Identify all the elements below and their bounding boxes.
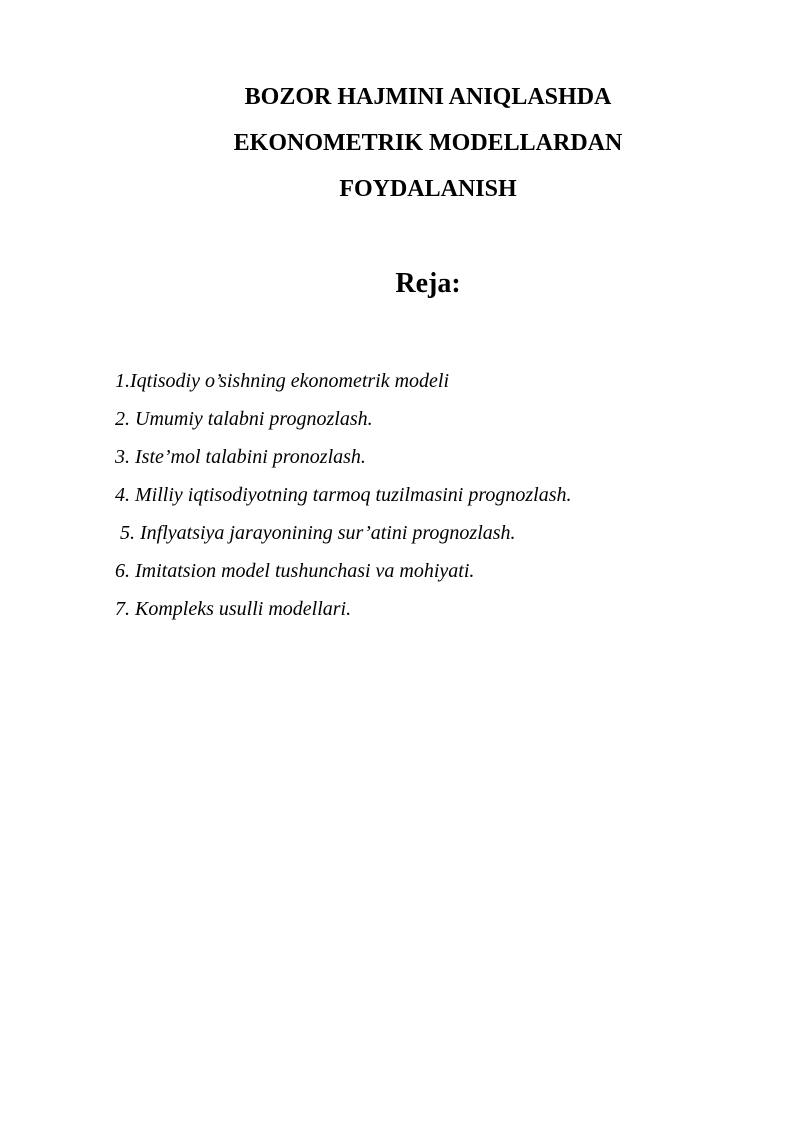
plan-list	[115, 362, 735, 628]
plan-item-4: 4. Milliy iqtisodiyotning tarmoq tuzilmasini prognozlash.	[115, 484, 572, 506]
plan-item-2: 2. Umumiy talabni prognozlash.	[115, 408, 373, 430]
plan-item-3: 3. Iste’mol talabini pronozlash.	[115, 446, 366, 468]
plan-heading: Reja:	[395, 268, 461, 299]
title-line-1: BOZOR HAJMINI ANIQLASHDA	[244, 84, 612, 110]
plan-item-6: 6. Imitatsion model tushunchasi va mohiyati.	[115, 560, 475, 582]
title-line-2: EKONOMETRIK MODELLARDAN	[233, 130, 623, 156]
title-line-3: FOYDALANISH	[339, 176, 517, 202]
document-title	[0, 74, 800, 212]
plan-item-1: 1.Iqtisodiy o’sishning ekonometrik modeli	[115, 370, 450, 392]
plan-item-7: 7. Kompleks usulli modellari.	[115, 598, 352, 620]
plan-item-5: 5. Inflyatsiya jarayonining sur’atini prognozlash.	[120, 522, 516, 544]
